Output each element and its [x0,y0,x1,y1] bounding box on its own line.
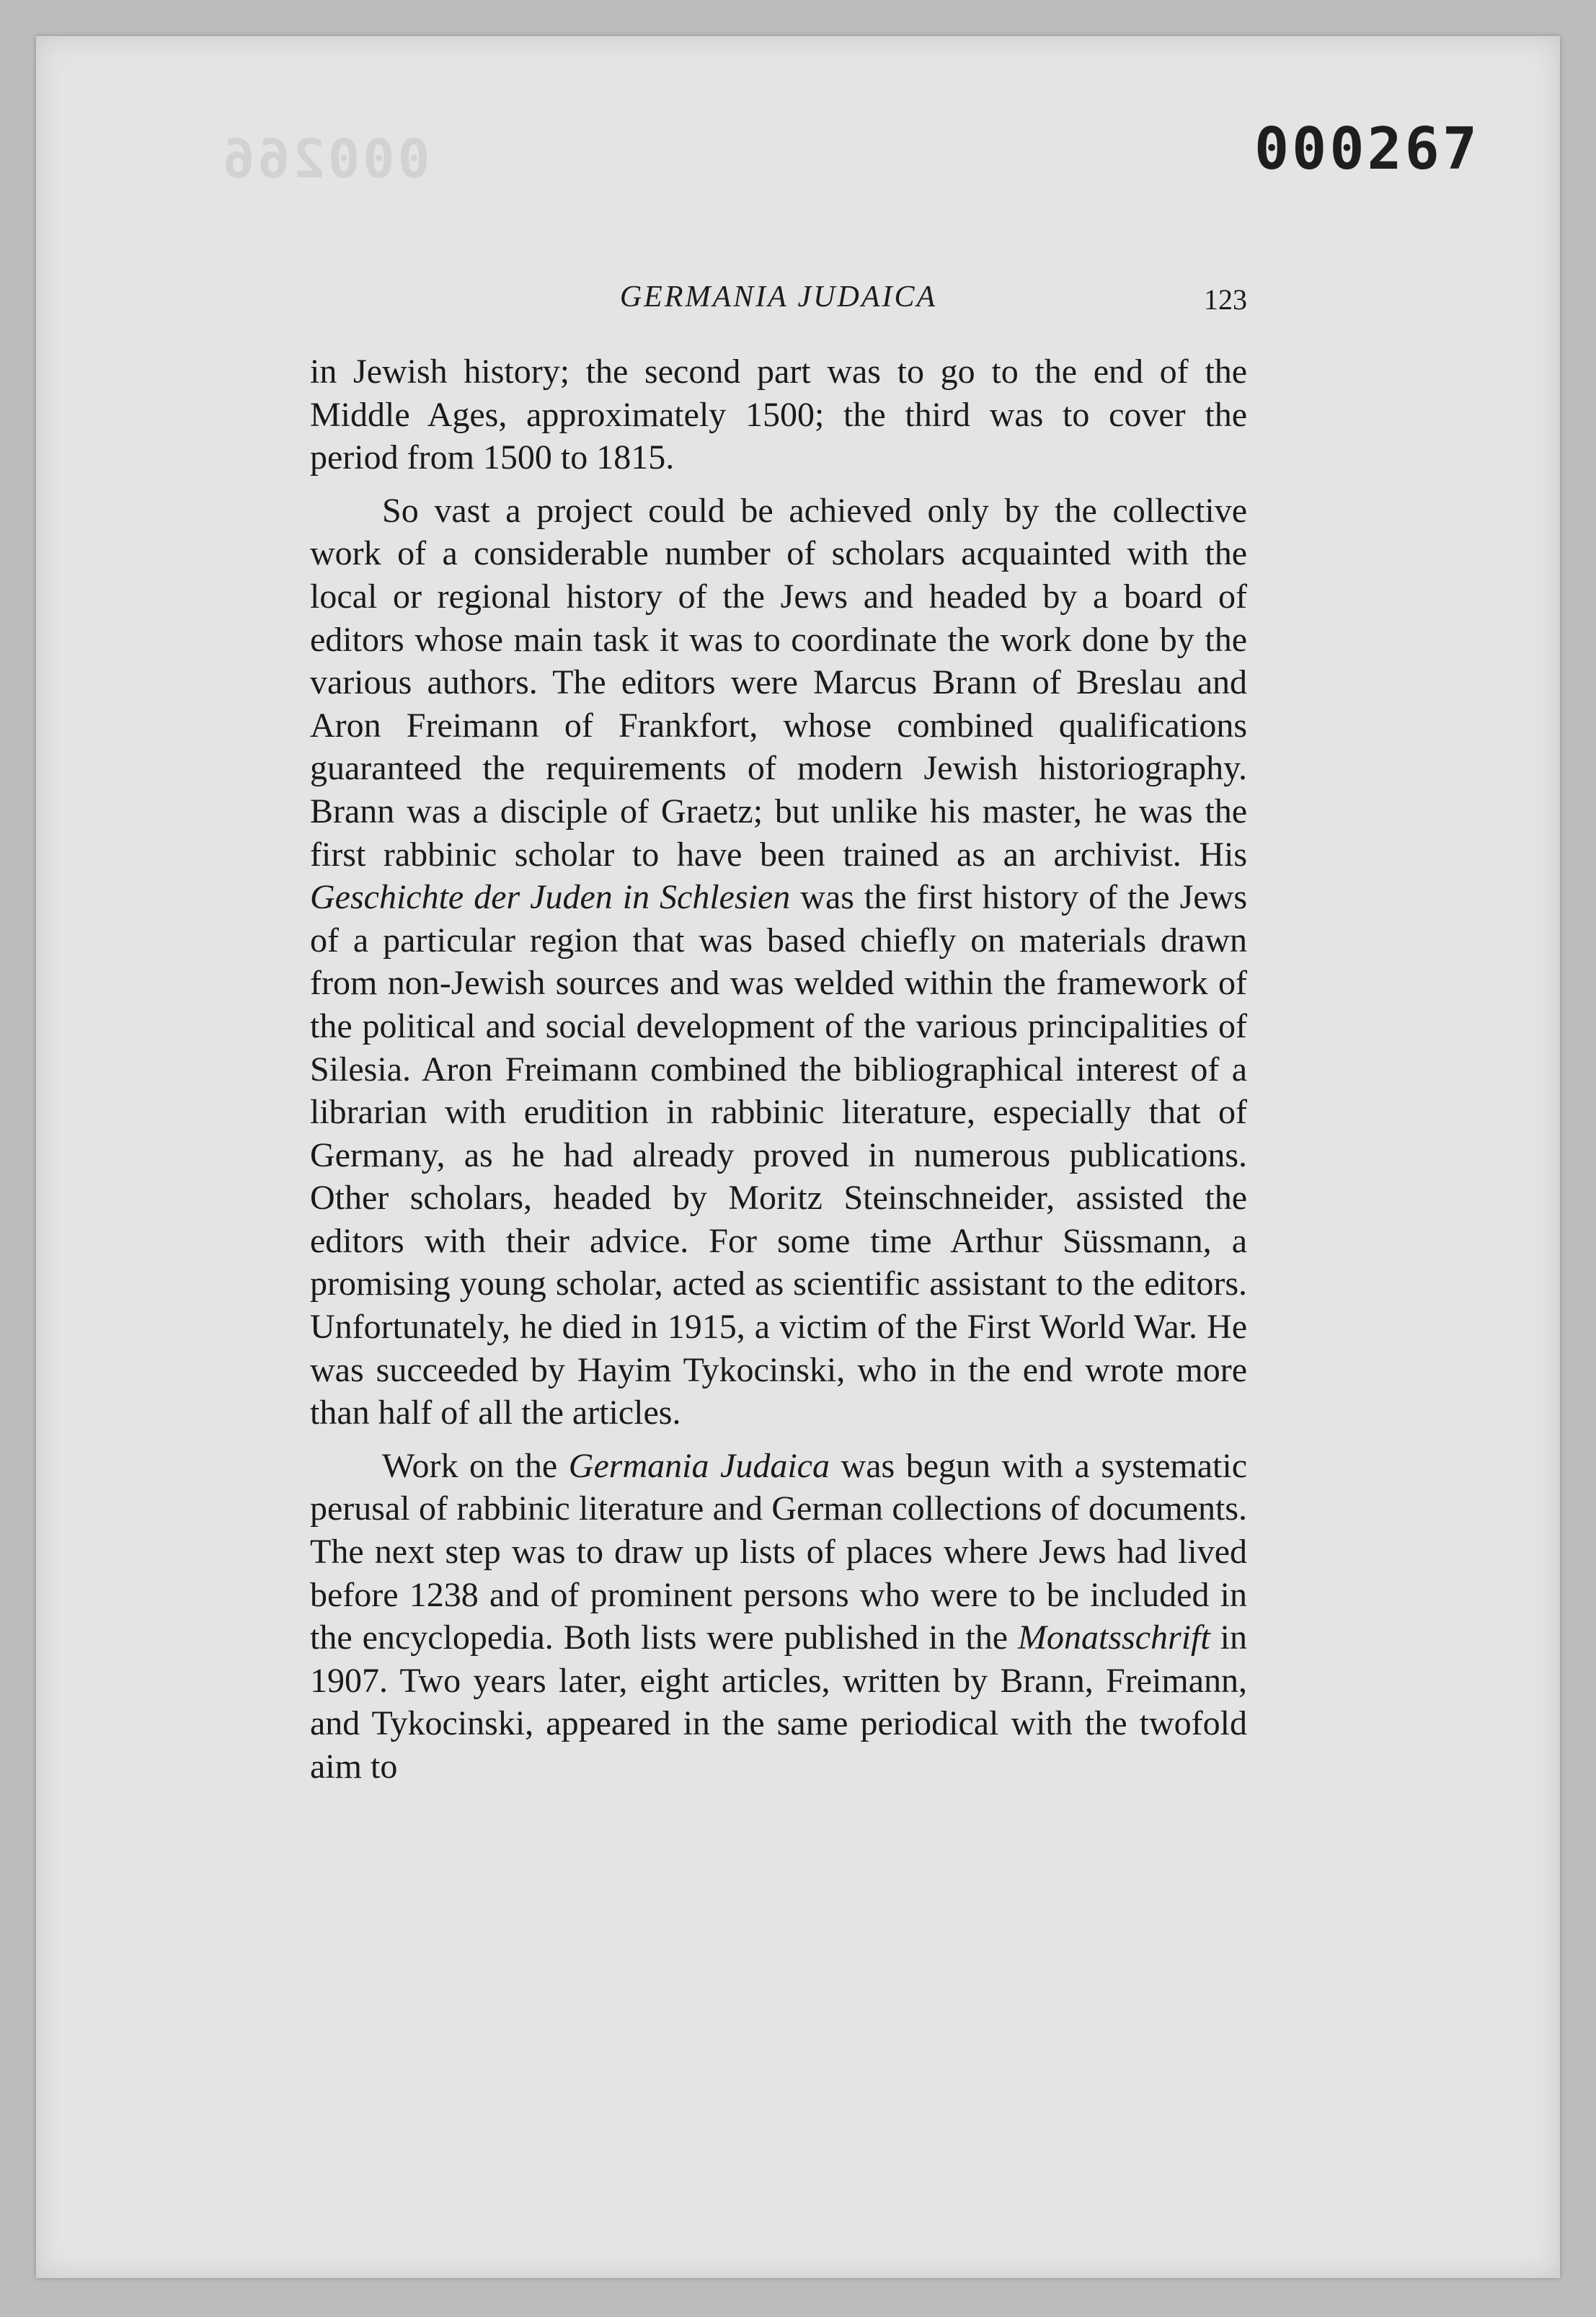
paragraph-2-text-b: was the first history of the Jews of a particular region that was based chiefly on materials drawn from non-Jewish sources and was welded within the framework of the political and social development of the various principalities of Silesia. Aron Freimann combined the bibliographical interest of a librarian with erudition in rabbinic literature, especially that of Germany, as he had already proved in numerous publications. Other scholars, headed by Moritz Steinschneider, assisted the editors with their advice. For some time Arthur Süssmann, a promising young scholar, acted as scientific assistant to the editors. Unfortunately, he died in 1915, a victim of the First World War. He was succeeded by Hayim Tykocinski, who in the end wrote more than half of all the articles. [310,878,1247,1432]
work-title-germania-judaica: Germania Judaica [568,1446,830,1485]
running-header [310,280,1247,323]
paragraph-3-text-a: Work on the [382,1446,569,1485]
paragraph-2 [310,489,1247,1435]
page-sheet [36,36,1560,2278]
body-text [310,350,1247,1789]
paragraph-1-text: in Jewish history; the second part was to go to the end of the Middle Ages, approximately 1500; the third was to cover the period from 1500 to 1815. [310,353,1247,477]
page-number: 123 [1204,283,1247,316]
paragraph-3 [310,1445,1247,1789]
paragraph-3-text-b: was begun with a systematic perusal of rabbinic literature and German collections of documents. The next step was to draw up lists of places where Jews had lived before 1238 and of prominent persons who were to be included in the encyclopedia. Both lists were published in the [310,1446,1248,1657]
document-stamp-number: 000267 [1254,115,1480,182]
periodical-title-monatsschrift: Monatsschrift [1018,1618,1210,1657]
book-title-geschichte: Geschichte der Juden in Schlesien [310,878,791,917]
paragraph-1 [310,350,1247,479]
running-title: GERMANIA JUDAICA [619,280,938,314]
paragraph-2-text-a: So vast a project could be achieved only by the collective work of a considerable number of scholars acquainted with the local or regional history of the Jews and headed by a board of editors whose main task it was to coordinate the work done by the various authors. The editors were Marcus Brann of Breslau and Aron Freimann of Frankfort, whose combined qualifications guaranteed the requirements of modern Jewish historiography. Brann was a disciple of Graetz; but unlike his master, he was the first rabbinic scholar to have been trained as an archivist. His [310,491,1247,874]
paragraph-3-text-c: in 1907. Two years later, eight articles, written by Brann, Freimann, and Tykocinski, appeared in the same periodical with the twofold aim to [310,1618,1247,1786]
bleed-through-number: 000266 [220,128,430,190]
